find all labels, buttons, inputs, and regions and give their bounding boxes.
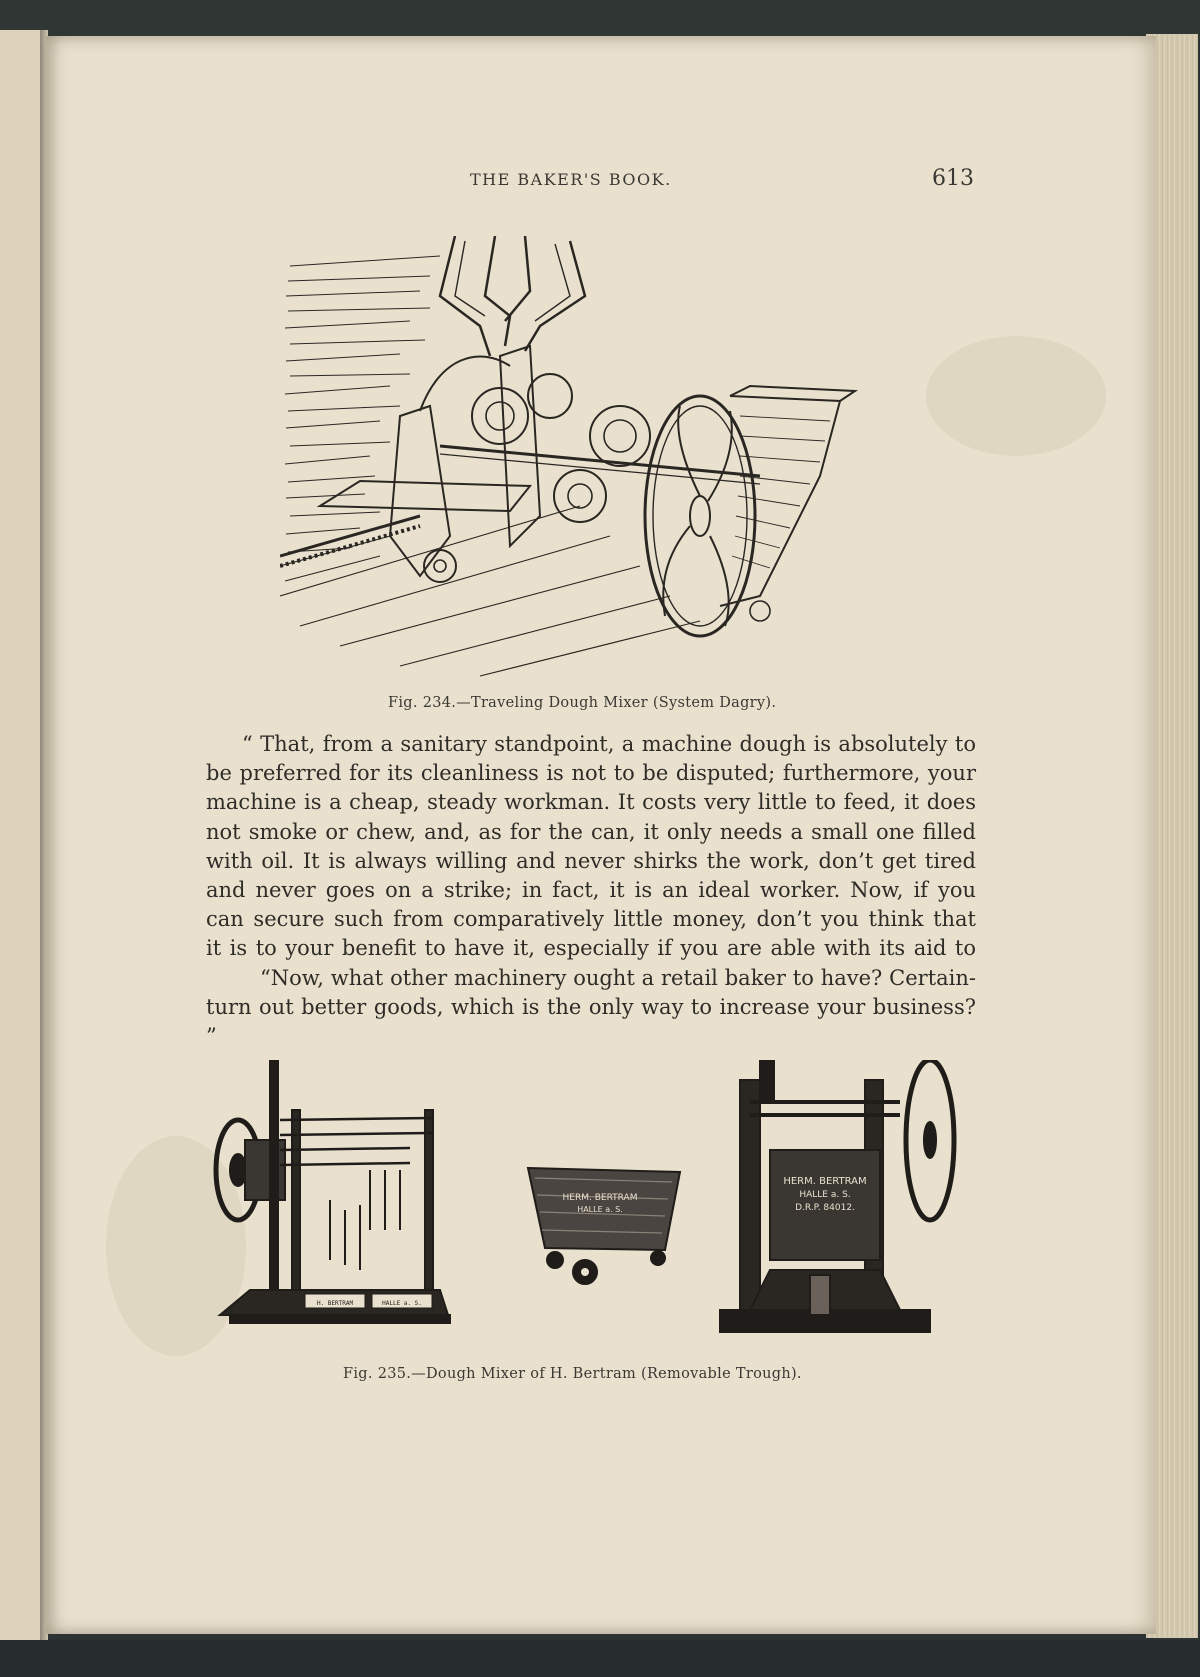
text-line: “Now, what other machinery ought a retail baker to have? Certain-	[260, 965, 976, 990]
book-cover-bottom	[0, 1640, 1200, 1677]
figure-234-traveling-dough-mixer	[280, 236, 890, 682]
text-line: “ That, from a sanitary standpoint, a machine dough is absolutely to	[242, 732, 976, 756]
running-title: THE BAKER'S BOOK.	[470, 170, 672, 189]
trough-plate-line2: HALLE a. S.	[577, 1205, 623, 1214]
trough-plate-line1: HERM. BERTRAM	[562, 1193, 638, 1203]
text-line: turn out better goods, which is the only way to increase your business? ”	[206, 994, 976, 1049]
text-line: be preferred for its cleanliness is not to be disputed; furthermore, your	[206, 761, 976, 786]
removable-trough-engraving	[528, 1168, 680, 1284]
mixer-frame-engraving	[216, 1060, 450, 1323]
book-cover-top	[0, 0, 1200, 40]
text-line: it is to your benefit to have it, especially if you are able with its aid to	[206, 936, 976, 961]
figure-235-caption: Fig. 235.—Dough Mixer of H. Bertram (Removable Trough).	[343, 1366, 802, 1382]
text-line: can secure such from comparatively little money, don’t you think that	[206, 907, 976, 932]
page-number: 613	[932, 166, 974, 191]
machine-plate-line3: D.R.P. 84012.	[795, 1203, 855, 1213]
figure-235-bertram-mixer	[210, 1060, 970, 1360]
machine-plate-line1: HERM. BERTRAM	[783, 1176, 867, 1187]
text-line: machine is a cheap, steady workman. It costs very little to feed, it does	[206, 790, 976, 815]
paper-stain	[926, 336, 1106, 456]
text-line: and never goes on a strike; in fact, it is an ideal worker. Now, if you	[206, 878, 976, 903]
text-line: with oil. It is always willing and never shirks the work, don’t get tired	[206, 848, 976, 873]
figure-234-caption: Fig. 234.—Traveling Dough Mixer (System Dagry).	[388, 695, 777, 711]
text-line: not smoke or chew, and, as for the can, it only needs a small one filled	[206, 819, 976, 844]
base-plate-left: H. BERTRAM	[316, 1300, 354, 1307]
base-plate-right: HALLE a. S.	[382, 1300, 422, 1307]
machine-plate-line2: HALLE a. S.	[799, 1190, 851, 1200]
body-text	[206, 730, 976, 1051]
